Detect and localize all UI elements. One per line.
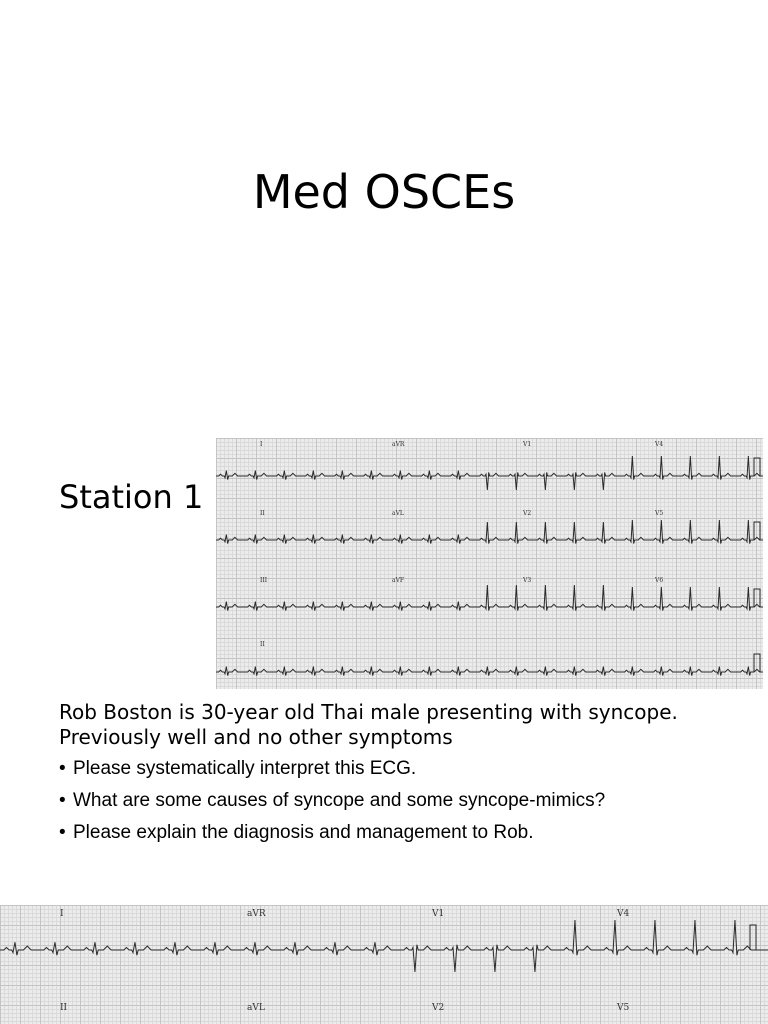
ecg-trace-line <box>216 585 763 611</box>
lead-label: V2 <box>432 1003 445 1013</box>
lead-label: V6 <box>655 577 664 584</box>
lead-label: II <box>60 1003 68 1013</box>
question-list <box>59 756 739 852</box>
lead-label: aVL <box>392 510 404 517</box>
ecg-trace-line <box>216 520 763 544</box>
ecg-image <box>216 438 763 689</box>
lead-label: I <box>60 909 64 919</box>
station-heading: Station 1 <box>59 478 204 516</box>
lead-label: V3 <box>523 577 532 584</box>
lead-label: aVR <box>247 909 266 919</box>
ecg-image-enlarged <box>0 905 768 1024</box>
lead-label: V1 <box>432 909 445 919</box>
question-text: What are some causes of syncope and some syncope-mimics? <box>73 790 606 811</box>
lead-label: V5 <box>617 1003 630 1013</box>
question-text: Please systematically interpret this ECG. <box>73 758 417 779</box>
lead-label: aVL <box>247 1003 265 1013</box>
lead-label: I <box>260 441 263 448</box>
question-text: Please explain the diagnosis and management to Rob. <box>73 822 534 843</box>
lead-label: V5 <box>655 510 664 517</box>
case-description: Rob Boston is 30-year old Thai male presenting with syncope. Previously well and no other symptoms <box>59 700 678 749</box>
ecg-trace-line <box>216 667 763 676</box>
lead-label: aVF <box>392 577 405 584</box>
lead-label: V4 <box>617 909 630 919</box>
slide-title: Med OSCEs <box>252 165 516 219</box>
ecg-trace-line <box>0 920 768 972</box>
lead-label: II <box>260 510 265 517</box>
lead-label: aVR <box>392 441 405 448</box>
lead-label: III <box>260 577 268 584</box>
list-item: • Please explain the diagnosis and management to Rob. <box>59 822 534 843</box>
ecg-trace-line <box>216 456 763 490</box>
lead-label: V4 <box>655 441 664 448</box>
lead-label: V2 <box>523 510 532 517</box>
list-item: • What are some causes of syncope and some syncope-mimics? <box>59 790 606 811</box>
lead-label: V1 <box>523 441 532 448</box>
lead-label: II <box>260 641 265 648</box>
ecg-traces <box>0 905 768 1024</box>
list-item: • Please systematically interpret this ECG. <box>59 758 417 779</box>
calibration-pulse <box>750 925 756 950</box>
ecg-traces <box>216 438 763 689</box>
title-slide <box>0 0 768 430</box>
